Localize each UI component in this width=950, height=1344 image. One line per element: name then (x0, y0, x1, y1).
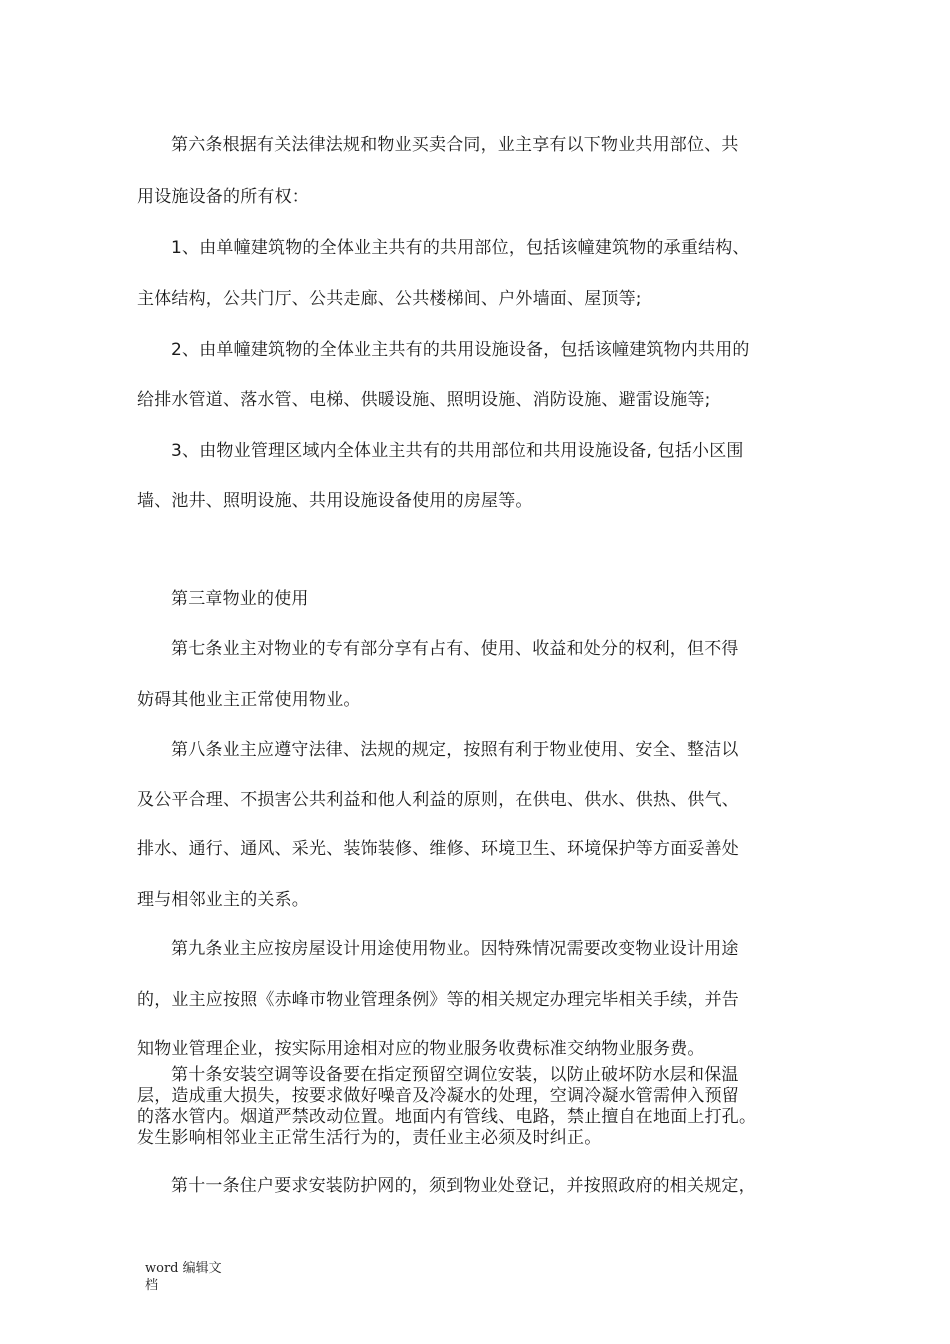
chapter-heading: 第三章物业的使用 (171, 589, 309, 609)
paragraph-line: 第十一条住户要求安装防护网的，须到物业处登记，并按照政府的相关规定， (171, 1176, 756, 1196)
paragraph-line: 妨碍其他业主正常使用物业。 (137, 690, 361, 710)
paragraph-line: 知物业管理企业，按实际用途相对应的物业服务收费标准交纳物业服务费。 (137, 1039, 705, 1059)
paragraph-line: 1、由单幢建筑物的全体业主共有的共用部位，包括该幢建筑物的承重结构、 (171, 238, 750, 258)
paragraph-line: 及公平合理、不损害公共利益和他人利益的原则，在供电、供水、供热、供气、 (137, 790, 739, 810)
footer-line: 档 (145, 1278, 159, 1293)
paragraph-line: 用设施设备的所有权： (137, 187, 309, 207)
paragraph-line: 排水、通行、通风、采光、装饰装修、维修、环境卫生、环境保护等方面妥善处 (137, 839, 739, 859)
paragraph-line: 第六条根据有关法律法规和物业买卖合同，业主享有以下物业共用部位、共 (171, 135, 739, 155)
paragraph-line: 层，造成重大损失，按要求做好噪音及冷凝水的处理，空调冷凝水管需伸入预留 (137, 1086, 739, 1106)
paragraph-line: 第八条业主应遵守法律、法规的规定，按照有利于物业使用、安全、整洁以 (171, 740, 739, 760)
paragraph-line: 发生影响相邻业主正常生活行为的，责任业主必须及时纠正。 (137, 1128, 602, 1148)
paragraph-line: 给排水管道、落水管、电梯、供暖设施、照明设施、消防设施、避雷设施等; (137, 390, 711, 410)
paragraph-line: 理与相邻业主的关系。 (137, 890, 309, 910)
paragraph-line: 的落水管内。烟道严禁改动位置。地面内有管线、电路，禁止擅自在地面上打孔。 (137, 1107, 757, 1127)
paragraph-line: 墙、池井、照明设施、共用设施设备使用的房屋等。 (137, 491, 533, 511)
paragraph-line: 2、由单幢建筑物的全体业主共有的共用设施设备，包括该幢建筑物内共用的 (171, 340, 750, 360)
paragraph-line: 第七条业主对物业的专有部分享有占有、使用、收益和处分的权利，但不得 (171, 639, 739, 659)
footer-note (145, 1260, 222, 1294)
paragraph-line: 的，业主应按照《赤峰市物业管理条例》等的相关规定办理完毕相关手续，并告 (137, 990, 739, 1010)
paragraph-line: 第十条安装空调等设备要在指定预留空调位安装，以防止破坏防水层和保温 (171, 1065, 739, 1085)
paragraph-line: 第九条业主应按房屋设计用途使用物业。因特殊情况需要改变物业设计用途 (171, 939, 739, 959)
paragraph-line: 主体结构，公共门厅、公共走廊、公共楼梯间、户外墙面、屋顶等; (137, 289, 642, 309)
footer-line: word 编辑文 (145, 1261, 222, 1276)
paragraph-line: 3、由物业管理区域内全体业主共有的共用部位和共用设施设备, 包括小区围 (171, 441, 744, 461)
